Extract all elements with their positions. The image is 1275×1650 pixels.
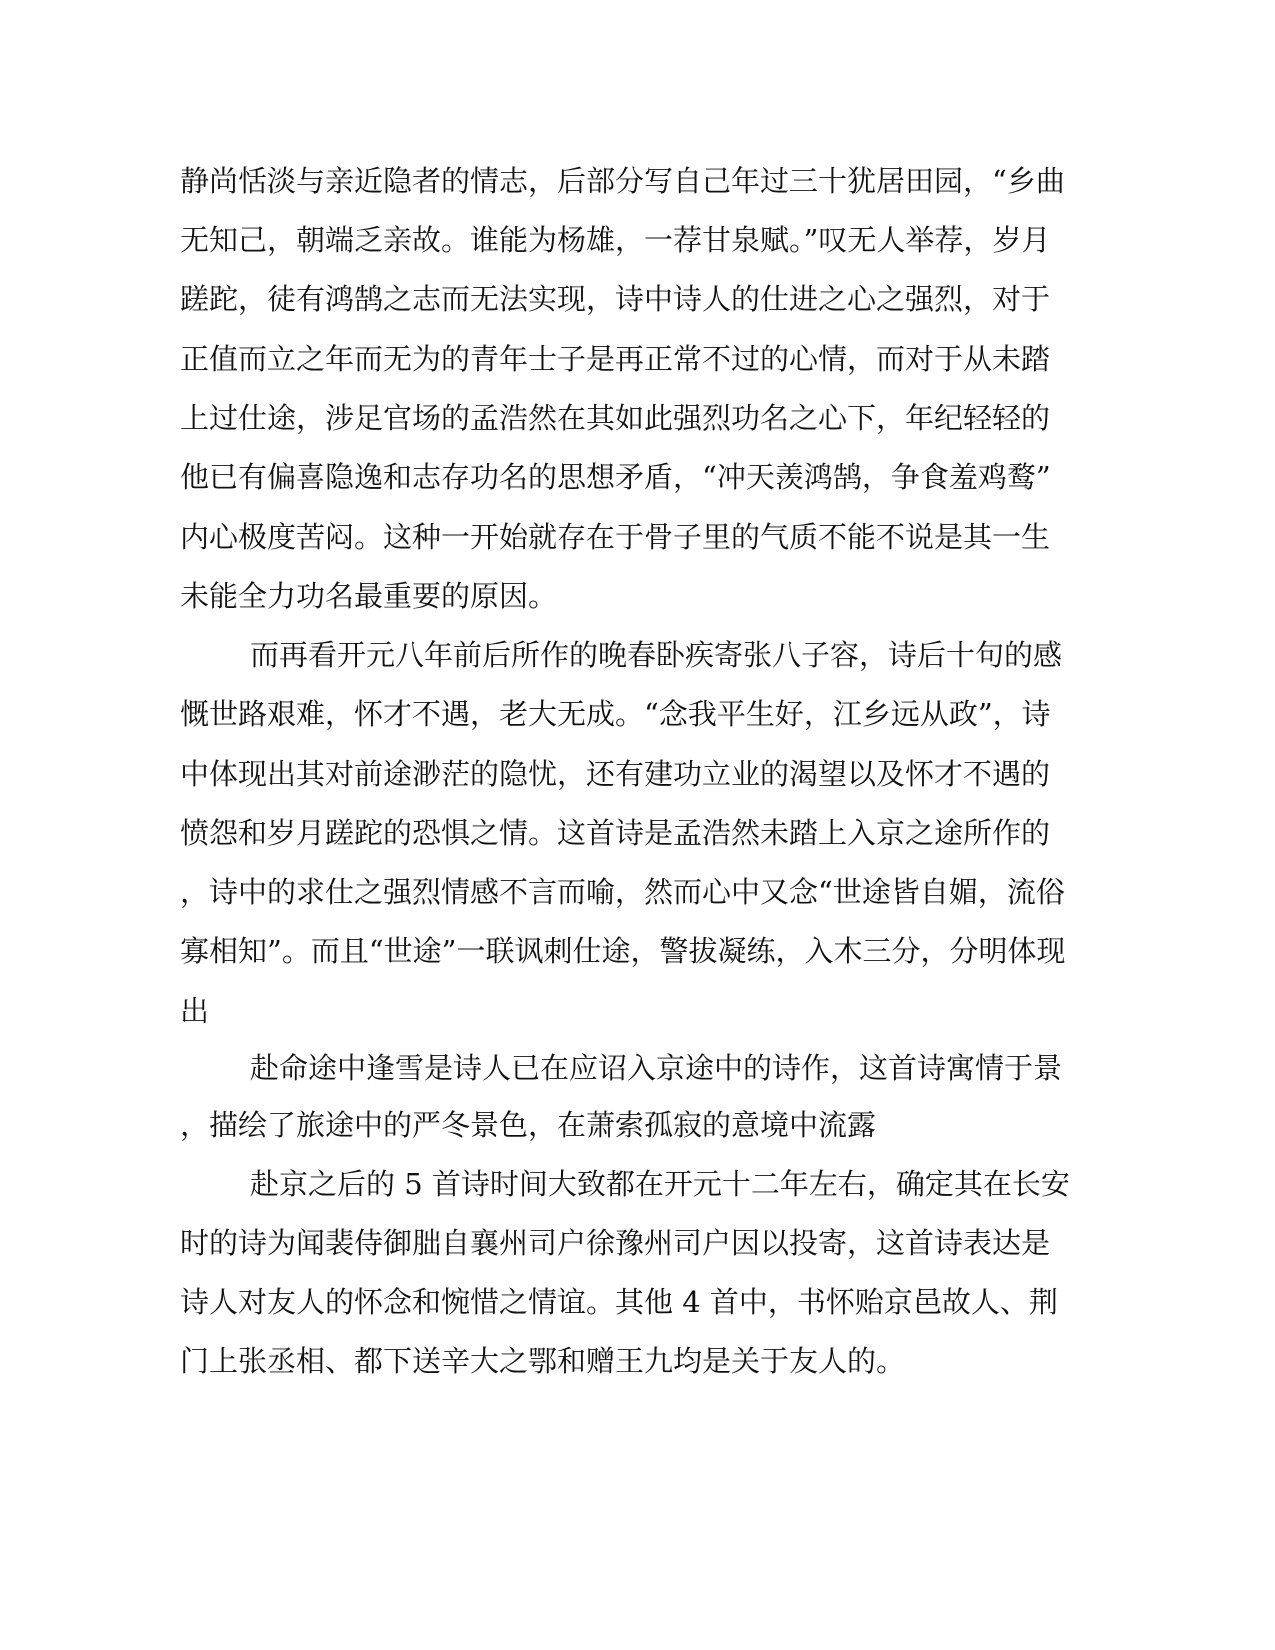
text-line: 中体现出其对前途渺茫的隐忧，还有建功立业的渴望以及怀才不遇的 bbox=[180, 757, 1051, 791]
text-line: 赴京之后的 5 首诗时间大致都在开元十二年左右，确定其在长安 bbox=[250, 1167, 1070, 1201]
text-line: 门上张丞相、都下送辛大之鄂和赠王九均是关于友人的。 bbox=[180, 1344, 906, 1378]
text-line: 诗人对友人的怀念和惋惜之情谊。其他 4 首中，书怀贻京邑故人、荆 bbox=[180, 1285, 1058, 1319]
text-line: 愤怨和岁月蹉跎的恐惧之情。这首诗是孟浩然未踏上入京之途所作的 bbox=[180, 816, 1051, 850]
text-line: 赴命途中逢雪是诗人已在应诏入京途中的诗作，这首诗寓情于景 bbox=[250, 1051, 1063, 1085]
text-line: 他已有偏喜隐逸和志存功名的思想矛盾，“冲天羡鸿鹄，争食羞鸡鹜” bbox=[180, 460, 1051, 494]
text-line: 蹉跎，徒有鸿鹄之志而无法实现，诗中诗人的仕进之心之强烈，对于 bbox=[180, 282, 1051, 316]
text-line: 慨世路艰难，怀才不遇，老大无成。“念我平生好，江乡远从政”，诗 bbox=[180, 697, 1051, 731]
text-line: 未能全力功名最重要的原因。 bbox=[180, 579, 558, 613]
text-line: 正值而立之年而无为的青年士子是再正常不过的心情，而对于从未踏 bbox=[180, 342, 1051, 376]
text-line: 内心极度苦闷。这种一开始就存在于骨子里的气质不能不说是其一生 bbox=[180, 520, 1051, 554]
text-line: 时的诗为闻裴侍御朏自襄州司户徐豫州司户因以投寄，这首诗表达是 bbox=[180, 1226, 1051, 1260]
text-line: 出 bbox=[180, 994, 210, 1028]
text-line: 而再看开元八年前后所作的晚春卧疾寄张八子容，诗后十句的感 bbox=[250, 638, 1063, 672]
text-line: ，描绘了旅途中的严冬景色，在萧索孤寂的意境中流露 bbox=[180, 1108, 877, 1142]
text-line: 寡相知”。而且“世途”一联讽刺仕途，警拔凝练，入木三分，分明体现 bbox=[180, 934, 1066, 968]
text-line: 上过仕途，涉足官场的孟浩然在其如此强烈功名之心下，年纪轻轻的 bbox=[180, 401, 1051, 435]
text-line: 静尚恬淡与亲近隐者的情志，后部分写自己年过三十犹居田园，“乡曲 bbox=[180, 164, 1065, 198]
text-line: ，诗中的求仕之强烈情感不言而喻，然而心中又念“世途皆自媚，流俗 bbox=[180, 875, 1065, 909]
text-line: 无知己，朝端乏亲故。谁能为杨雄，一荐甘泉赋。”叹无人举荐，岁月 bbox=[180, 223, 1051, 257]
